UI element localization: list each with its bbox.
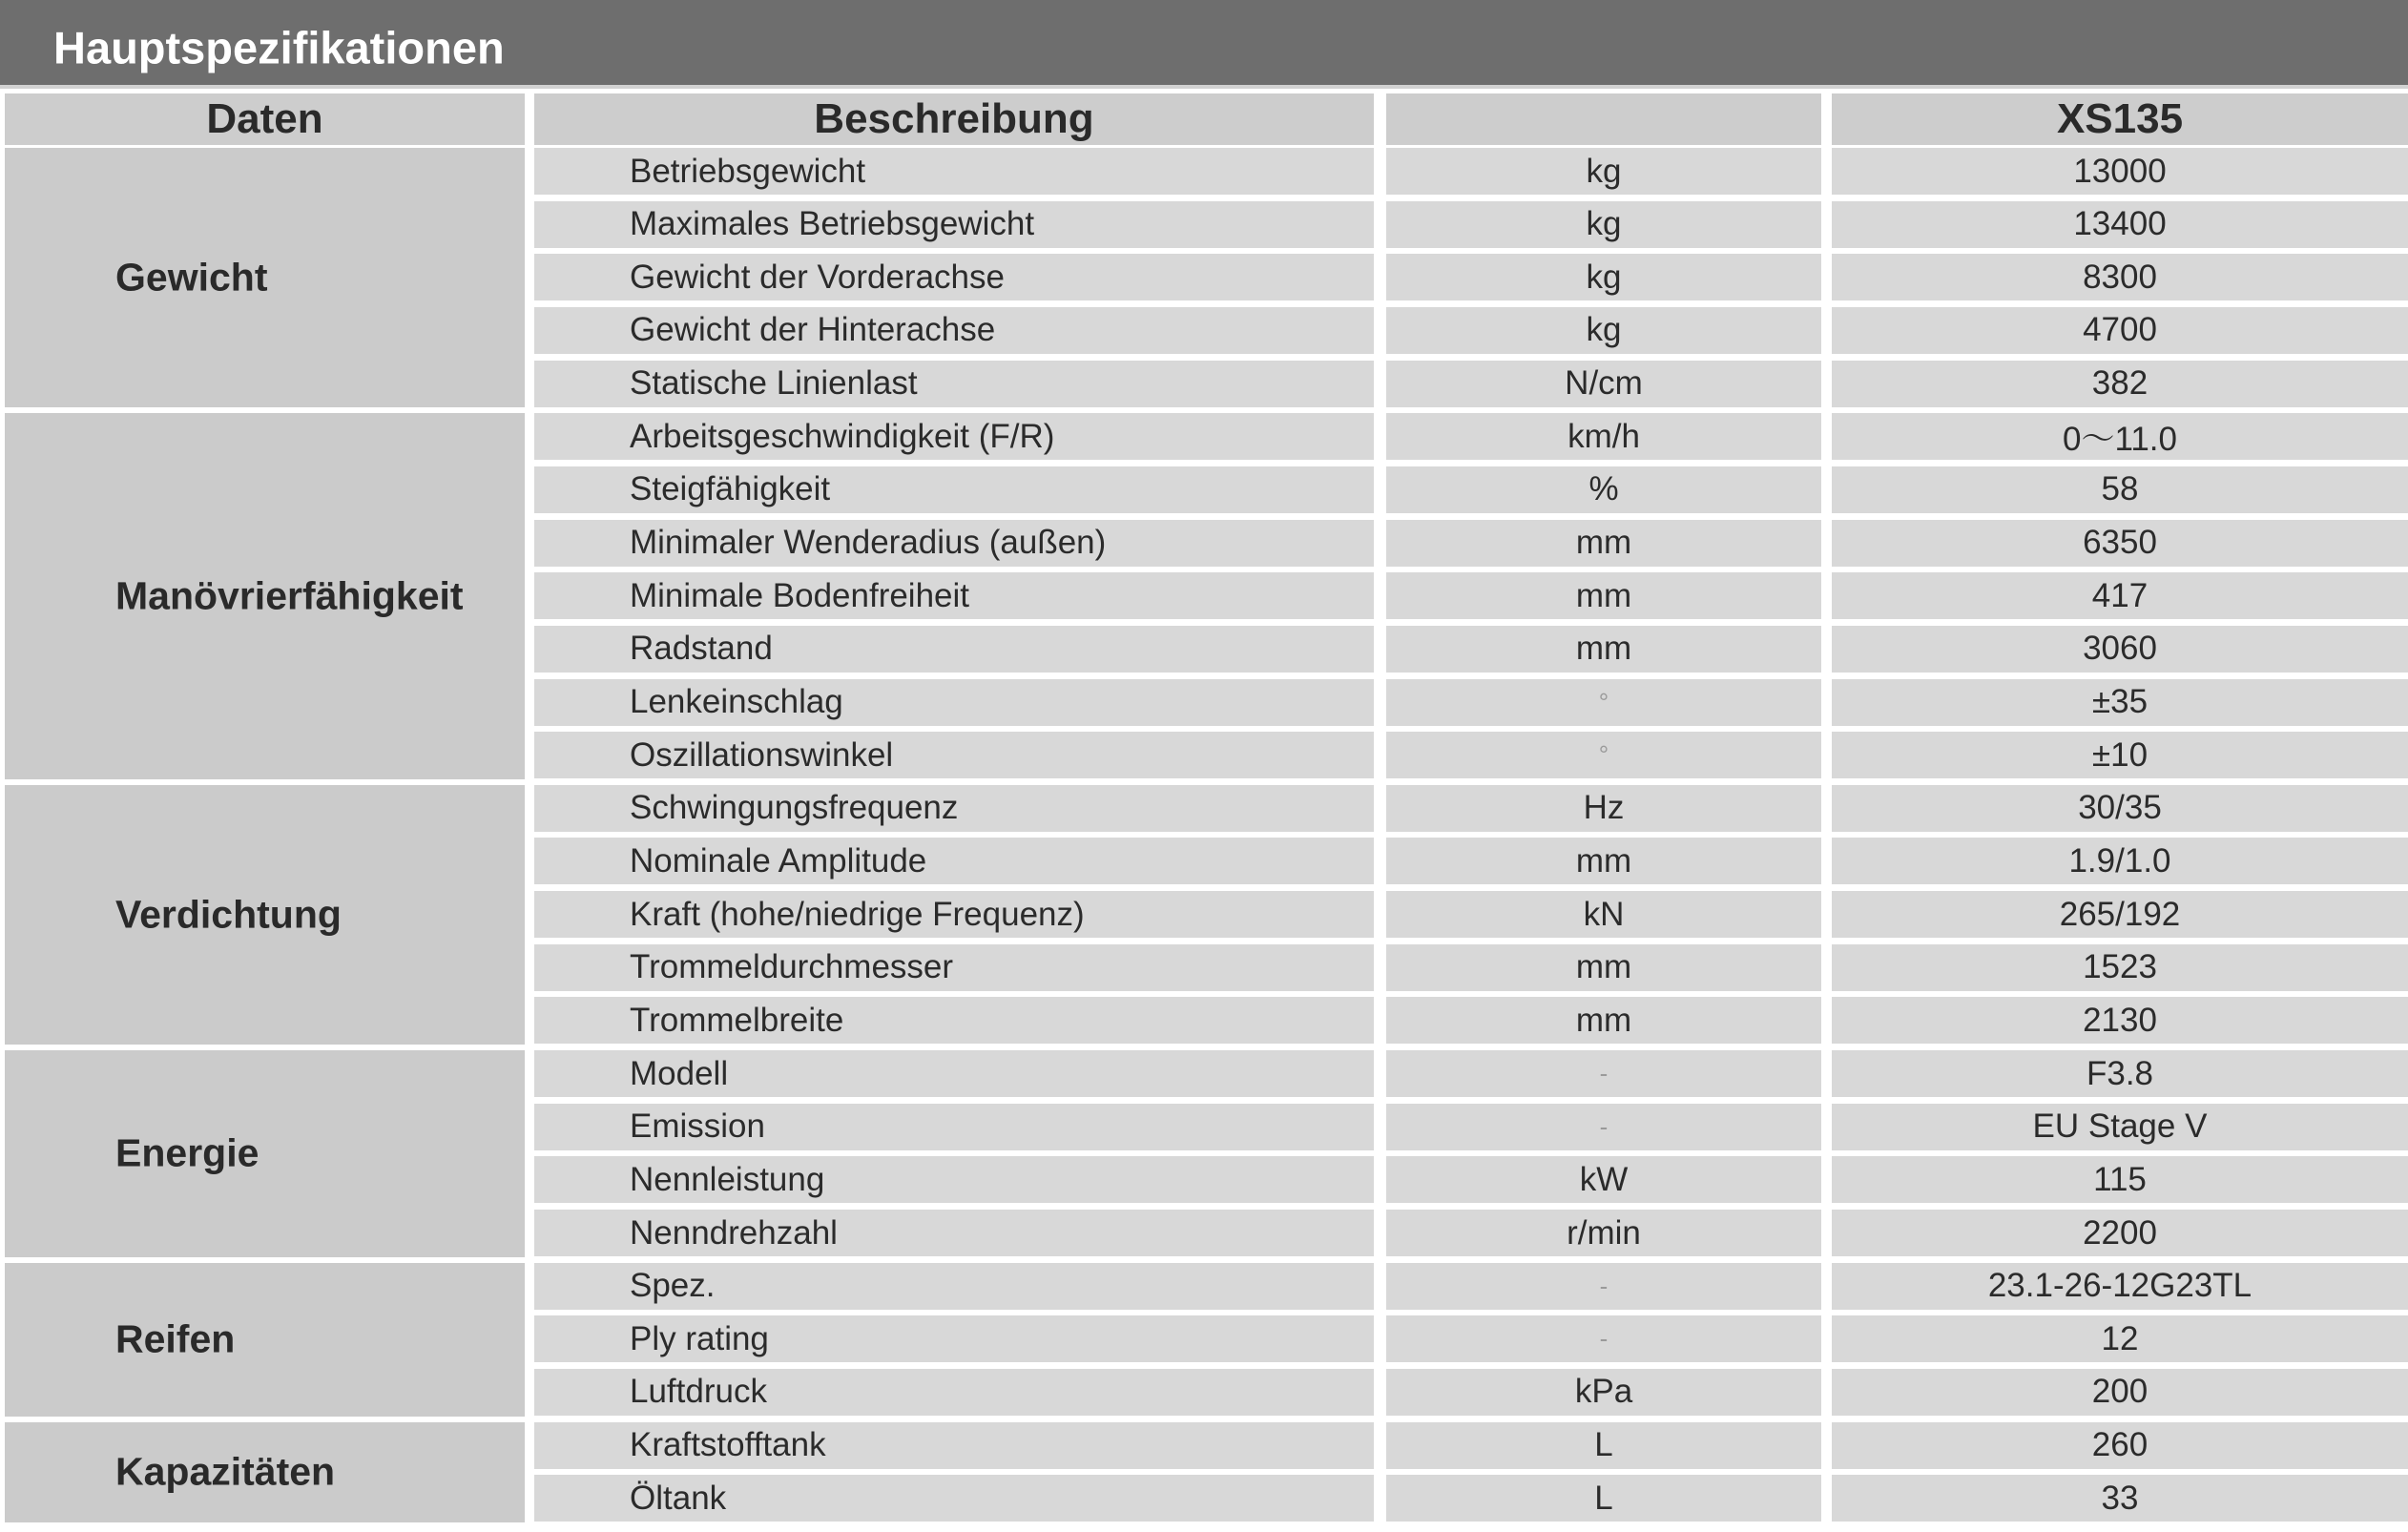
- desc-cell: Minimale Bodenfreiheit: [534, 572, 1374, 619]
- group-label: Kapazitäten: [115, 1449, 336, 1494]
- value-cell: 1.9/1.0: [1832, 838, 2408, 884]
- desc-cell: Oszillationswinkel: [534, 732, 1374, 778]
- group-block: [5, 785, 525, 1045]
- desc-cell: Gewicht der Hinterachse: [534, 307, 1374, 354]
- desc-cell: Trommelbreite: [534, 997, 1374, 1044]
- unit-cell: L: [1386, 1475, 1821, 1522]
- group-label: Manövrierfähigkeit: [115, 573, 464, 618]
- value-cell: 1523: [1832, 944, 2408, 991]
- desc-cell: Modell: [534, 1050, 1374, 1097]
- desc-cell: Schwingungsfrequenz: [534, 785, 1374, 832]
- group-block: [5, 413, 525, 779]
- value-cell: ±35: [1832, 679, 2408, 726]
- unit-cell: °: [1386, 679, 1821, 726]
- page-title: Hauptspezifikationen: [53, 22, 505, 73]
- value-cell: 0～11.0: [1832, 413, 2408, 460]
- unit-cell: kg: [1386, 148, 1821, 195]
- group-block: [5, 1263, 525, 1417]
- desc-cell: Lenkeinschlag: [534, 679, 1374, 726]
- group-label: Reifen: [115, 1316, 236, 1361]
- unit-cell: mm: [1386, 572, 1821, 619]
- value-cell: 260: [1832, 1422, 2408, 1469]
- desc-cell: Nenndrehzahl: [534, 1210, 1374, 1256]
- unit-cell: mm: [1386, 838, 1821, 884]
- value-cell: 8300: [1832, 254, 2408, 300]
- desc-cell: Radstand: [534, 626, 1374, 673]
- value-cell: 30/35: [1832, 785, 2408, 832]
- desc-cell: Nennleistung: [534, 1156, 1374, 1203]
- desc-cell: Arbeitsgeschwindigkeit (F/R): [534, 413, 1374, 460]
- desc-cell: Ply rating: [534, 1315, 1374, 1362]
- title-bar: [0, 0, 2408, 89]
- value-cell: ±10: [1832, 732, 2408, 778]
- value-cell: 13000: [1832, 148, 2408, 195]
- desc-cell: Gewicht der Vorderachse: [534, 254, 1374, 300]
- unit-cell: kg: [1386, 307, 1821, 354]
- desc-cell: Betriebsgewicht: [534, 148, 1374, 195]
- value-cell: 265/192: [1832, 891, 2408, 938]
- group-label: Verdichtung: [115, 892, 342, 937]
- value-cell: EU Stage V: [1832, 1104, 2408, 1150]
- desc-cell: Öltank: [534, 1475, 1374, 1522]
- group-block: [5, 1422, 525, 1522]
- value-cell: 3060: [1832, 626, 2408, 673]
- unit-cell: mm: [1386, 520, 1821, 567]
- unit-cell: Hz: [1386, 785, 1821, 832]
- unit-cell: mm: [1386, 997, 1821, 1044]
- header-daten: Daten: [5, 93, 525, 145]
- value-cell: 6350: [1832, 520, 2408, 567]
- unit-cell: %: [1386, 466, 1821, 513]
- desc-cell: Steigfähigkeit: [534, 466, 1374, 513]
- value-cell: 13400: [1832, 201, 2408, 248]
- desc-cell: Kraftstofftank: [534, 1422, 1374, 1469]
- unit-cell: kg: [1386, 201, 1821, 248]
- group-label: Gewicht: [115, 255, 268, 300]
- value-cell: 4700: [1832, 307, 2408, 354]
- unit-cell: kg: [1386, 254, 1821, 300]
- unit-cell: kPa: [1386, 1369, 1821, 1416]
- value-cell: 200: [1832, 1369, 2408, 1416]
- value-cell: 2200: [1832, 1210, 2408, 1256]
- unit-cell: kW: [1386, 1156, 1821, 1203]
- group-label: Energie: [115, 1130, 259, 1175]
- unit-cell: mm: [1386, 944, 1821, 991]
- value-cell: 58: [1832, 466, 2408, 513]
- header-beschreibung: Beschreibung: [534, 93, 1374, 145]
- desc-cell: Kraft (hohe/niedrige Frequenz): [534, 891, 1374, 938]
- unit-cell: L: [1386, 1422, 1821, 1469]
- value-cell: 2130: [1832, 997, 2408, 1044]
- value-cell: 115: [1832, 1156, 2408, 1203]
- desc-cell: Nominale Amplitude: [534, 838, 1374, 884]
- value-cell: 417: [1832, 572, 2408, 619]
- header-model: XS135: [1832, 93, 2408, 145]
- value-cell: 23.1-26-12G23TL: [1832, 1263, 2408, 1310]
- value-cell: 33: [1832, 1475, 2408, 1522]
- desc-cell: Emission: [534, 1104, 1374, 1150]
- unit-cell: -: [1386, 1050, 1821, 1097]
- unit-cell: mm: [1386, 626, 1821, 673]
- desc-cell: Statische Linienlast: [534, 361, 1374, 407]
- header-einheit: [1386, 93, 1821, 145]
- unit-cell: °: [1386, 732, 1821, 778]
- unit-cell: r/min: [1386, 1210, 1821, 1256]
- unit-cell: N/cm: [1386, 361, 1821, 407]
- unit-cell: -: [1386, 1263, 1821, 1310]
- value-cell: 12: [1832, 1315, 2408, 1362]
- group-block: [5, 1050, 525, 1257]
- group-block: [5, 148, 525, 407]
- desc-cell: Maximales Betriebsgewicht: [534, 201, 1374, 248]
- unit-cell: -: [1386, 1315, 1821, 1362]
- unit-cell: -: [1386, 1104, 1821, 1150]
- desc-cell: Luftdruck: [534, 1369, 1374, 1416]
- desc-cell: Spez.: [534, 1263, 1374, 1310]
- value-cell: F3.8: [1832, 1050, 2408, 1097]
- desc-cell: Trommeldurchmesser: [534, 944, 1374, 991]
- unit-cell: kN: [1386, 891, 1821, 938]
- value-cell: 382: [1832, 361, 2408, 407]
- unit-cell: km/h: [1386, 413, 1821, 460]
- desc-cell: Minimaler Wenderadius (außen): [534, 520, 1374, 567]
